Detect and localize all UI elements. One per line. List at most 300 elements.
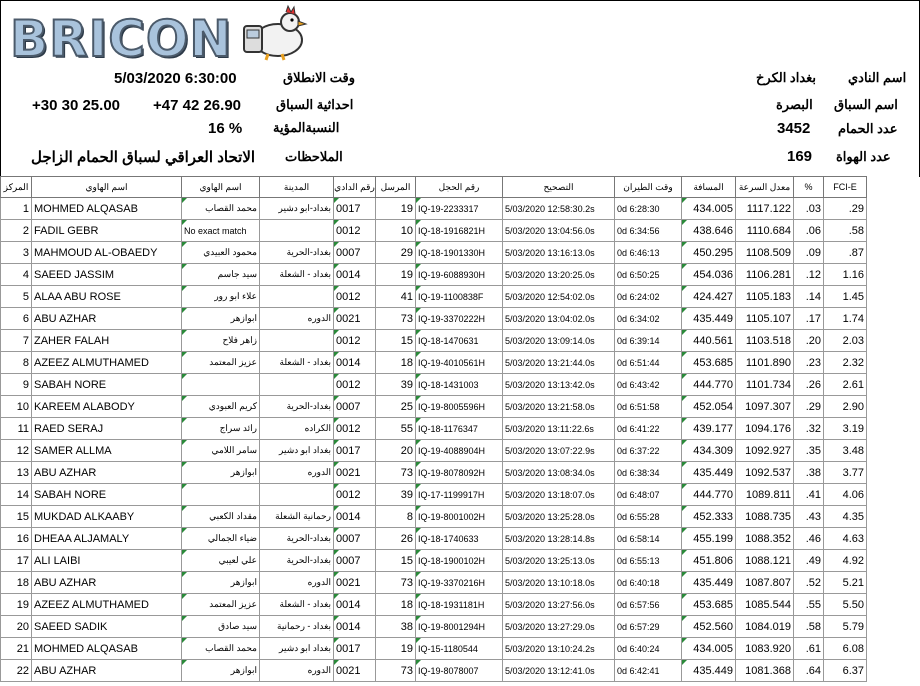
table-row [1,396,867,418]
col-fci-cell: 1.74 [824,308,867,330]
col-rank-cell: 2 [1,220,32,242]
col-corrected-cell: 5/03/2020 13:16:13.0s [503,242,615,264]
col-loft-cell: 0017 [334,638,376,660]
col-flight-cell: 0d 6:46:13 [615,242,682,264]
col-pct-cell: .17 [794,308,824,330]
col-name-en-cell: AZEEZ ALMUTHAMED [32,352,182,374]
col-distance-cell: 434.005 [682,638,736,660]
col-pct-cell: .41 [794,484,824,506]
col-ring-cell: IQ-19-8001294H [416,616,503,638]
col-city-cell [260,330,334,352]
col-ring-header: رقم الحجل [416,177,503,198]
col-city-cell: بغداد-ابو دشير [260,198,334,220]
table-header-row [1,177,867,198]
table-row [1,352,867,374]
col-loft-cell: 0007 [334,242,376,264]
col-ring-cell: IQ-18-1176347 [416,418,503,440]
col-rank-cell: 17 [1,550,32,572]
table-row [1,440,867,462]
col-fci-cell: 5.21 [824,572,867,594]
col-distance-cell: 451.806 [682,550,736,572]
col-name-en-cell: FADIL GEBR [32,220,182,242]
col-sent-cell: 29 [376,242,416,264]
col-flight-cell: 0d 6:42:41 [615,660,682,682]
col-fci-cell: .58 [824,220,867,242]
col-name-en-cell: SAEED SADIK [32,616,182,638]
col-distance-cell: 439.177 [682,418,736,440]
col-loft-cell: 0007 [334,550,376,572]
col-speed-cell: 1088.121 [736,550,794,572]
col-name-ar-cell: No exact match [182,220,260,242]
col-ring-cell: IQ-18-1931181H [416,594,503,616]
col-distance-cell: 453.685 [682,352,736,374]
col-distance-cell: 434.005 [682,198,736,220]
col-corrected-cell: 5/03/2020 13:20:25.0s [503,264,615,286]
col-fci-cell: 3.77 [824,462,867,484]
col-city-cell: بغداد - رحمانية [260,616,334,638]
table-row [1,506,867,528]
col-name-ar-cell: عزيز المعتمد [182,352,260,374]
col-name-en-cell: SAMER ALLMA [32,440,182,462]
col-distance-cell: 452.560 [682,616,736,638]
col-distance-cell: 452.333 [682,506,736,528]
col-speed-cell: 1105.107 [736,308,794,330]
table-row [1,594,867,616]
col-name-en-cell: MUKDAD ALKAABY [32,506,182,528]
col-fci-cell: 2.32 [824,352,867,374]
col-fci-cell: .87 [824,242,867,264]
fanciers-label: عدد الهواة [836,149,891,164]
col-pct-cell: .55 [794,594,824,616]
col-pct-cell: .43 [794,506,824,528]
col-fci-cell: 3.48 [824,440,867,462]
table-row [1,528,867,550]
table-row [1,660,867,682]
col-corrected-cell: 5/03/2020 13:09:14.0s [503,330,615,352]
col-flight-cell: 0d 6:24:02 [615,286,682,308]
col-name-ar-cell: سامر اللامي [182,440,260,462]
col-pct-cell: .64 [794,660,824,682]
col-corrected-cell: 5/03/2020 13:25:13.0s [503,550,615,572]
col-pct-cell: .14 [794,286,824,308]
col-fci-cell: .29 [824,198,867,220]
table-row [1,550,867,572]
col-distance-cell: 435.449 [682,660,736,682]
col-name-ar-cell: محمود العبيدي [182,242,260,264]
col-name-en-cell: ABU AZHAR [32,308,182,330]
col-name-ar-header: اسم الهاوي [182,177,260,198]
col-name-ar-cell: عزيز المعتمد [182,594,260,616]
table-row [1,418,867,440]
col-speed-cell: 1081.368 [736,660,794,682]
table-row [1,220,867,242]
col-corrected-cell: 5/03/2020 13:21:58.0s [503,396,615,418]
col-city-cell: بغداد-الحرية [260,396,334,418]
col-rank-cell: 13 [1,462,32,484]
col-sent-cell: 25 [376,396,416,418]
col-distance-cell: 434.309 [682,440,736,462]
col-city-cell [260,220,334,242]
col-speed-cell: 1092.927 [736,440,794,462]
table-row [1,374,867,396]
col-loft-cell: 0012 [334,484,376,506]
col-city-cell: بغداد-الحرية [260,550,334,572]
col-name-en-cell: ABU AZHAR [32,462,182,484]
col-loft-cell: 0014 [334,594,376,616]
col-flight-cell: 0d 6:48:07 [615,484,682,506]
col-ring-cell: IQ-19-6088930H [416,264,503,286]
col-distance-cell: 454.036 [682,264,736,286]
col-ring-cell: IQ-19-1100838F [416,286,503,308]
col-sent-cell: 39 [376,484,416,506]
col-fci-cell: 3.19 [824,418,867,440]
col-flight-cell: 0d 6:40:18 [615,572,682,594]
col-ring-cell: IQ-18-1900102H [416,550,503,572]
col-name-ar-cell [182,374,260,396]
col-corrected-cell: 5/03/2020 13:04:56.0s [503,220,615,242]
col-fci-cell: 4.06 [824,484,867,506]
col-pct-cell: .38 [794,462,824,484]
col-corrected-cell: 5/03/2020 12:54:02.0s [503,286,615,308]
col-name-en-cell: ABU AZHAR [32,572,182,594]
coord-lat-value: +30 30 25.00 [32,97,121,114]
col-loft-cell: 0021 [334,462,376,484]
col-rank-cell: 18 [1,572,32,594]
col-sent-cell: 73 [376,308,416,330]
col-fci-cell: 2.90 [824,396,867,418]
col-flight-cell: 0d 6:40:24 [615,638,682,660]
col-corrected-cell: 5/03/2020 13:11:22.6s [503,418,615,440]
percent-value: 16 % [208,120,243,137]
percent-label: النسبةالمؤية [273,120,340,135]
col-flight-cell: 0d 6:39:14 [615,330,682,352]
col-sent-cell: 73 [376,660,416,682]
col-fci-cell: 4.35 [824,506,867,528]
col-sent-cell: 19 [376,264,416,286]
col-rank-cell: 15 [1,506,32,528]
col-corrected-cell: 5/03/2020 13:25:28.0s [503,506,615,528]
col-speed-cell: 1084.019 [736,616,794,638]
club-value: بغداد الكرخ [756,70,817,85]
col-flight-cell: 0d 6:57:29 [615,616,682,638]
col-flight-cell: 0d 6:58:14 [615,528,682,550]
col-name-ar-cell: زاهر فلاح [182,330,260,352]
table-row [1,572,867,594]
col-corrected-cell: 5/03/2020 13:18:07.0s [503,484,615,506]
col-speed-cell: 1103.518 [736,330,794,352]
col-pct-cell: .61 [794,638,824,660]
col-sent-cell: 15 [376,330,416,352]
col-speed-cell: 1110.684 [736,220,794,242]
col-fci-cell: 4.63 [824,528,867,550]
col-sent-cell: 26 [376,528,416,550]
col-name-ar-cell: سيد صادق [182,616,260,638]
col-rank-cell: 11 [1,418,32,440]
col-fci-cell: 1.45 [824,286,867,308]
col-ring-cell: IQ-18-1740633 [416,528,503,550]
col-speed-cell: 1089.811 [736,484,794,506]
col-distance-cell: 453.685 [682,594,736,616]
col-pct-cell: .12 [794,264,824,286]
col-distance-cell: 438.646 [682,220,736,242]
col-flight-cell: 0d 6:57:56 [615,594,682,616]
col-sent-header: المرسل [376,177,416,198]
col-ring-cell: IQ-19-3370222H [416,308,503,330]
col-sent-cell: 20 [376,440,416,462]
col-flight-cell: 0d 6:41:22 [615,418,682,440]
col-speed-cell: 1101.890 [736,352,794,374]
col-name-en-cell: MOHMED ALQASAB [32,638,182,660]
col-name-en-header: اسم الهاوي [32,177,182,198]
col-city-cell: الدوره [260,308,334,330]
col-name-en-cell: DHEAA ALJAMALY [32,528,182,550]
col-loft-cell: 0014 [334,352,376,374]
col-name-ar-cell [182,484,260,506]
col-name-ar-cell: مقداد الكعبي [182,506,260,528]
col-corrected-cell: 5/03/2020 13:07:22.9s [503,440,615,462]
col-pct-cell: .23 [794,352,824,374]
col-distance-cell: 450.295 [682,242,736,264]
col-city-cell [260,286,334,308]
col-rank-cell: 3 [1,242,32,264]
col-corrected-cell: 5/03/2020 13:04:02.0s [503,308,615,330]
col-city-cell: بغداد - الشعلة [260,594,334,616]
col-flight-cell: 0d 6:50:25 [615,264,682,286]
col-ring-cell: IQ-19-8005596H [416,396,503,418]
col-name-ar-cell: ابوازهر [182,462,260,484]
table-row [1,484,867,506]
col-pct-cell: .03 [794,198,824,220]
col-ring-cell: IQ-18-1916821H [416,220,503,242]
col-name-en-cell: KAREEM ALABODY [32,396,182,418]
col-rank-cell: 9 [1,374,32,396]
col-corrected-cell: 5/03/2020 13:27:56.0s [503,594,615,616]
col-flight-cell: 0d 6:51:58 [615,396,682,418]
col-rank-cell: 4 [1,264,32,286]
col-fci-cell: 5.79 [824,616,867,638]
col-speed-header: معدل السرعة [736,177,794,198]
col-name-en-cell: MOHMED ALQASAB [32,198,182,220]
col-distance-cell: 435.449 [682,572,736,594]
col-city-header: المدينة [260,177,334,198]
col-name-en-cell: ALI LAIBI [32,550,182,572]
col-sent-cell: 15 [376,550,416,572]
col-fci-header: FCI-E [824,177,867,198]
col-name-ar-cell: رائد سراج [182,418,260,440]
col-name-en-cell: RAED SERAJ [32,418,182,440]
col-fci-cell: 6.37 [824,660,867,682]
col-flight-cell: 0d 6:34:02 [615,308,682,330]
col-fci-cell: 5.50 [824,594,867,616]
col-corrected-cell: 5/03/2020 13:08:34.0s [503,462,615,484]
col-pct-cell: .32 [794,418,824,440]
col-rank-cell: 16 [1,528,32,550]
col-name-ar-cell: كريم العبودي [182,396,260,418]
col-fci-cell: 2.03 [824,330,867,352]
col-name-ar-cell: محمد القصاب [182,198,260,220]
start-time-value: 5/03/2020 6:30:00 [114,70,237,87]
col-rank-cell: 19 [1,594,32,616]
col-ring-cell: IQ-19-4010561H [416,352,503,374]
table-row [1,330,867,352]
col-pct-header: % [794,177,824,198]
col-ring-cell: IQ-19-3370216H [416,572,503,594]
col-corrected-cell: 5/03/2020 13:28:14.8s [503,528,615,550]
col-sent-cell: 18 [376,594,416,616]
col-city-cell: بغداد ابو دشير [260,440,334,462]
col-name-en-cell: SABAH NORE [32,484,182,506]
col-city-cell: بغداد ابو دشير [260,638,334,660]
club-label: اسم النادي [848,70,907,85]
col-flight-cell: 0d 6:37:22 [615,440,682,462]
col-flight-cell: 0d 6:34:56 [615,220,682,242]
race-value: البصرة [776,97,813,112]
col-flight-cell: 0d 6:38:34 [615,462,682,484]
col-flight-header: وقت الطيران [615,177,682,198]
col-corrected-cell: 5/03/2020 13:12:41.0s [503,660,615,682]
col-pct-cell: .46 [794,528,824,550]
col-pct-cell: .29 [794,396,824,418]
col-speed-cell: 1108.509 [736,242,794,264]
col-ring-cell: IQ-17-1199917H [416,484,503,506]
col-distance-cell: 440.561 [682,330,736,352]
col-pct-cell: .35 [794,440,824,462]
col-city-cell: رحمانية الشعلة [260,506,334,528]
col-rank-cell: 20 [1,616,32,638]
col-rank-cell: 12 [1,440,32,462]
col-corrected-header: التصحيح [503,177,615,198]
col-ring-cell: IQ-19-8078007 [416,660,503,682]
col-pct-cell: .49 [794,550,824,572]
col-speed-cell: 1087.807 [736,572,794,594]
col-name-en-cell: ZAHER FALAH [32,330,182,352]
pigeon-clock-icon [238,2,308,62]
col-loft-cell: 0017 [334,198,376,220]
col-corrected-cell: 5/03/2020 12:58:30.2s [503,198,615,220]
col-pct-cell: .06 [794,220,824,242]
col-city-cell [260,484,334,506]
col-corrected-cell: 5/03/2020 13:10:18.0s [503,572,615,594]
col-rank-cell: 10 [1,396,32,418]
notes-label: الملاحظات [285,149,343,164]
col-name-ar-cell: علاء ابو رور [182,286,260,308]
col-rank-cell: 14 [1,484,32,506]
col-sent-cell: 55 [376,418,416,440]
col-speed-cell: 1088.352 [736,528,794,550]
col-name-en-cell: ABU AZHAR [32,660,182,682]
col-sent-cell: 8 [376,506,416,528]
table-row [1,308,867,330]
col-city-cell: الكراده [260,418,334,440]
col-fci-cell: 2.61 [824,374,867,396]
table-row [1,638,867,660]
col-loft-cell: 0007 [334,396,376,418]
col-sent-cell: 19 [376,638,416,660]
col-rank-cell: 5 [1,286,32,308]
col-loft-cell: 0012 [334,330,376,352]
col-rank-cell: 6 [1,308,32,330]
col-loft-cell: 0014 [334,506,376,528]
col-distance-cell: 455.199 [682,528,736,550]
col-ring-cell: IQ-19-4088904H [416,440,503,462]
table-body [1,198,867,682]
col-flight-cell: 0d 6:43:42 [615,374,682,396]
col-speed-cell: 1094.176 [736,418,794,440]
col-ring-cell: IQ-18-1431003 [416,374,503,396]
col-loft-cell: 0012 [334,286,376,308]
col-fci-cell: 4.92 [824,550,867,572]
col-loft-cell: 0017 [334,440,376,462]
col-loft-cell: 0021 [334,308,376,330]
col-sent-cell: 38 [376,616,416,638]
col-speed-cell: 1101.734 [736,374,794,396]
col-loft-cell: 0012 [334,418,376,440]
col-name-ar-cell: ابوازهر [182,308,260,330]
col-loft-header: رقم الدادي [334,177,376,198]
col-distance-header: المسافة [682,177,736,198]
col-rank-cell: 8 [1,352,32,374]
col-sent-cell: 19 [376,198,416,220]
col-rank-header: المركز [1,177,32,198]
col-loft-cell: 0021 [334,572,376,594]
col-name-en-cell: SAEED JASSIM [32,264,182,286]
coord-lon-value: +47 42 26.90 [153,97,242,114]
col-corrected-cell: 5/03/2020 13:13:42.0s [503,374,615,396]
col-name-ar-cell: ابوازهر [182,572,260,594]
start-time-label: وقت الانطلاق [283,70,356,85]
col-corrected-cell: 5/03/2020 13:27:29.0s [503,616,615,638]
col-sent-cell: 73 [376,462,416,484]
col-pct-cell: .52 [794,572,824,594]
col-fci-cell: 6.08 [824,638,867,660]
col-sent-cell: 41 [376,286,416,308]
col-name-en-cell: MAHMOUD AL-OBAEDY [32,242,182,264]
col-fci-cell: 1.16 [824,264,867,286]
results-table [0,176,867,682]
col-speed-cell: 1105.183 [736,286,794,308]
col-speed-cell: 1097.307 [736,396,794,418]
col-city-cell [260,374,334,396]
col-ring-cell: IQ-19-2233317 [416,198,503,220]
col-corrected-cell: 5/03/2020 13:10:24.2s [503,638,615,660]
logo-text: BRICON [10,10,233,68]
col-flight-cell: 0d 6:55:13 [615,550,682,572]
col-sent-cell: 18 [376,352,416,374]
col-name-ar-cell: ابوازهر [182,660,260,682]
col-city-cell: الدوره [260,462,334,484]
table-row [1,462,867,484]
col-pct-cell: .26 [794,374,824,396]
col-distance-cell: 435.449 [682,462,736,484]
col-pct-cell: .09 [794,242,824,264]
col-flight-cell: 0d 6:51:44 [615,352,682,374]
col-name-ar-cell: سيد جاسم [182,264,260,286]
race-label: اسم السباق [834,97,898,112]
col-name-en-cell: SABAH NORE [32,374,182,396]
table-row [1,242,867,264]
col-city-cell: الدوره [260,572,334,594]
col-speed-cell: 1083.920 [736,638,794,660]
col-city-cell: بغداد-الحرية [260,242,334,264]
col-rank-cell: 22 [1,660,32,682]
col-city-cell: بغداد - الشعلة [260,352,334,374]
col-pct-cell: .58 [794,616,824,638]
col-speed-cell: 1088.735 [736,506,794,528]
col-name-ar-cell: محمد القصاب [182,638,260,660]
pigeons-value: 3452 [777,120,811,137]
table-row [1,198,867,220]
pigeons-label: عدد الحمام [838,121,898,136]
